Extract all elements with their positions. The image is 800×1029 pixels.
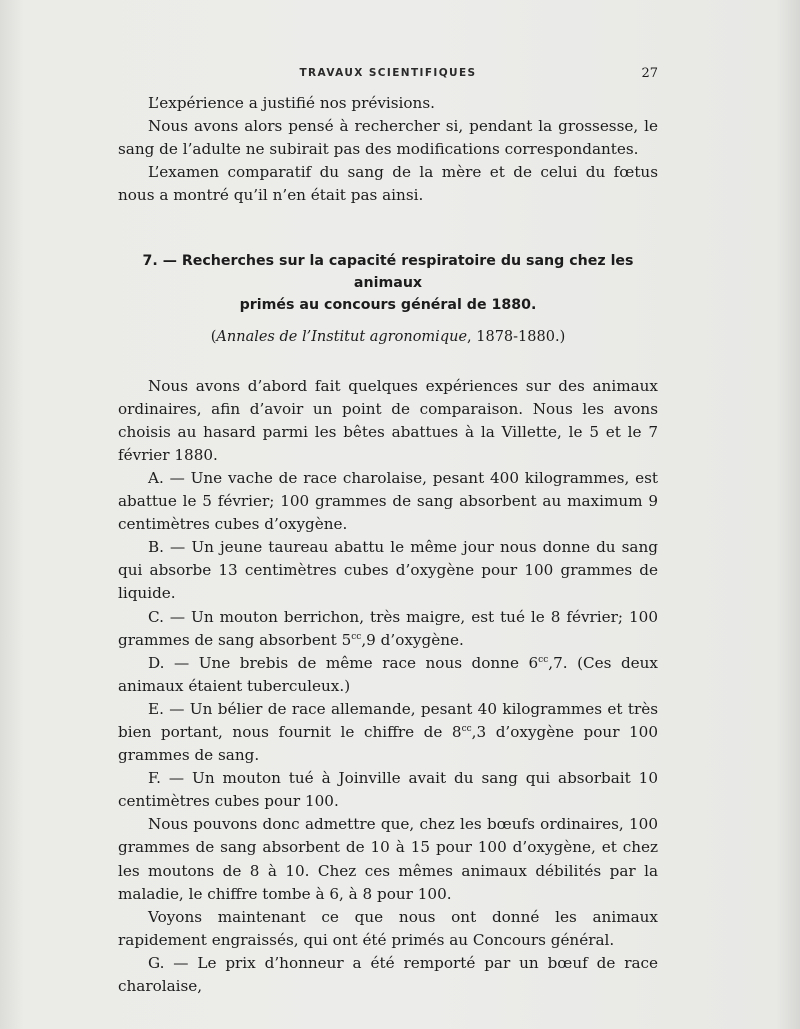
paragraph-c-text-end: ,9 d’oxygène.: [361, 630, 464, 649]
unit-superscript: cc: [351, 631, 362, 642]
running-title: TRAVAUX SCIENTIFIQUES: [299, 67, 477, 79]
paragraph-b: B. — Un jeune taureau abattu le même jour nous donne du sang qui absorbe 13 centimètres cubes d’oxygène pour 100 grammes de liquide.: [118, 538, 658, 603]
page-number: 27: [641, 66, 658, 81]
page-header: [118, 64, 658, 84]
page-body: [118, 92, 658, 998]
paragraph: Nous pouvons donc admettre que, chez les bœufs ordinaires, 100 grammes de sang absorbent de 10 à 15 pour 100 d’oxygène, et chez les moutons de 8 à 10. Chez ces mêmes animaux débilités par la maladie, le chiffre tombe à 6, à 8 pour 100.: [118, 815, 658, 903]
section-title-line1: Recherches sur la capacité respiratoire du sang chez les animaux: [181, 253, 634, 292]
paragraph-e: [118, 698, 658, 767]
paragraph-f: F. — Un mouton tué à Joinville avait du sang qui absorbait 10 centimètres cubes pour 100.: [118, 769, 658, 811]
paragraph-c-text: C. — Un mouton berrichon, très maigre, est tué le 8 février; 100 grammes de sang absorbent 5: [118, 607, 658, 649]
paragraph: Voyons maintenant ce que nous ont donné les animaux rapidement engraissés, qui ont été primés au Concours général.: [118, 907, 658, 949]
paragraph-e-text-end: ,3 d’oxygène pour 100 grammes de sang.: [118, 722, 658, 765]
intro-paragraph: Nous avons alors pensé à rechercher si, pendant la grossesse, le sang de l’adulte ne subirait pas des modifications correspondantes.: [118, 117, 658, 159]
paragraph-d: [118, 652, 658, 698]
source-citation: (Annales de l’Institut agronomique, 1878-1880.): [210, 329, 566, 346]
paragraph-d-text: D. — Une brebis de même race nous donne 6: [148, 653, 539, 672]
paragraph-d-text-end: ,7. (Ces deux animaux étaient tuberculeux.): [118, 653, 658, 695]
paragraph-a: A. — Une vache de race charolaise, pesant 400 kilogrammes, est abattue le 5 février; 100 grammes de sang absorbent au maximum 9 centimètres cubes d’oxygène.: [118, 468, 658, 534]
unit-superscript: cc: [538, 654, 549, 665]
source-years: 1878-1880.: [476, 329, 560, 346]
source-journal: Annales de l’Institut agronomique: [216, 329, 468, 346]
unit-superscript: cc: [461, 723, 472, 734]
paragraph: Nous avons d’abord fait quelques expériences sur des animaux ordinaires, afin d’avoir un point de comparaison. Nous les avons choisis au hasard parmi les bêtes abattues à la Villette, le 5 et le 7 février 1880.: [118, 376, 658, 464]
intro-paragraph: L’examen comparatif du sang de la mère et de celui du fœtus nous a montré qu’il n’en était pas ainsi.: [118, 163, 658, 205]
section-title-line2: primés au concours général de 1880.: [239, 297, 537, 314]
section-heading: 7. — Recherches sur la capacité respiratoire du sang chez les animaux primés au concours général de 1880.: [142, 253, 634, 314]
intro-paragraph: L’expérience a justifié nos prévisions.: [148, 94, 435, 112]
paragraph-g: G. — Le prix d’honneur a été remporté par un bœuf de race charolaise,: [118, 953, 658, 995]
section-number: 7.: [142, 253, 158, 270]
paragraph-e-text: E. — Un bélier de race allemande, pesant 40 kilogrammes et très bien portant, nous fournit le chiffre de 8: [118, 699, 658, 741]
paragraph-c: [118, 606, 658, 652]
